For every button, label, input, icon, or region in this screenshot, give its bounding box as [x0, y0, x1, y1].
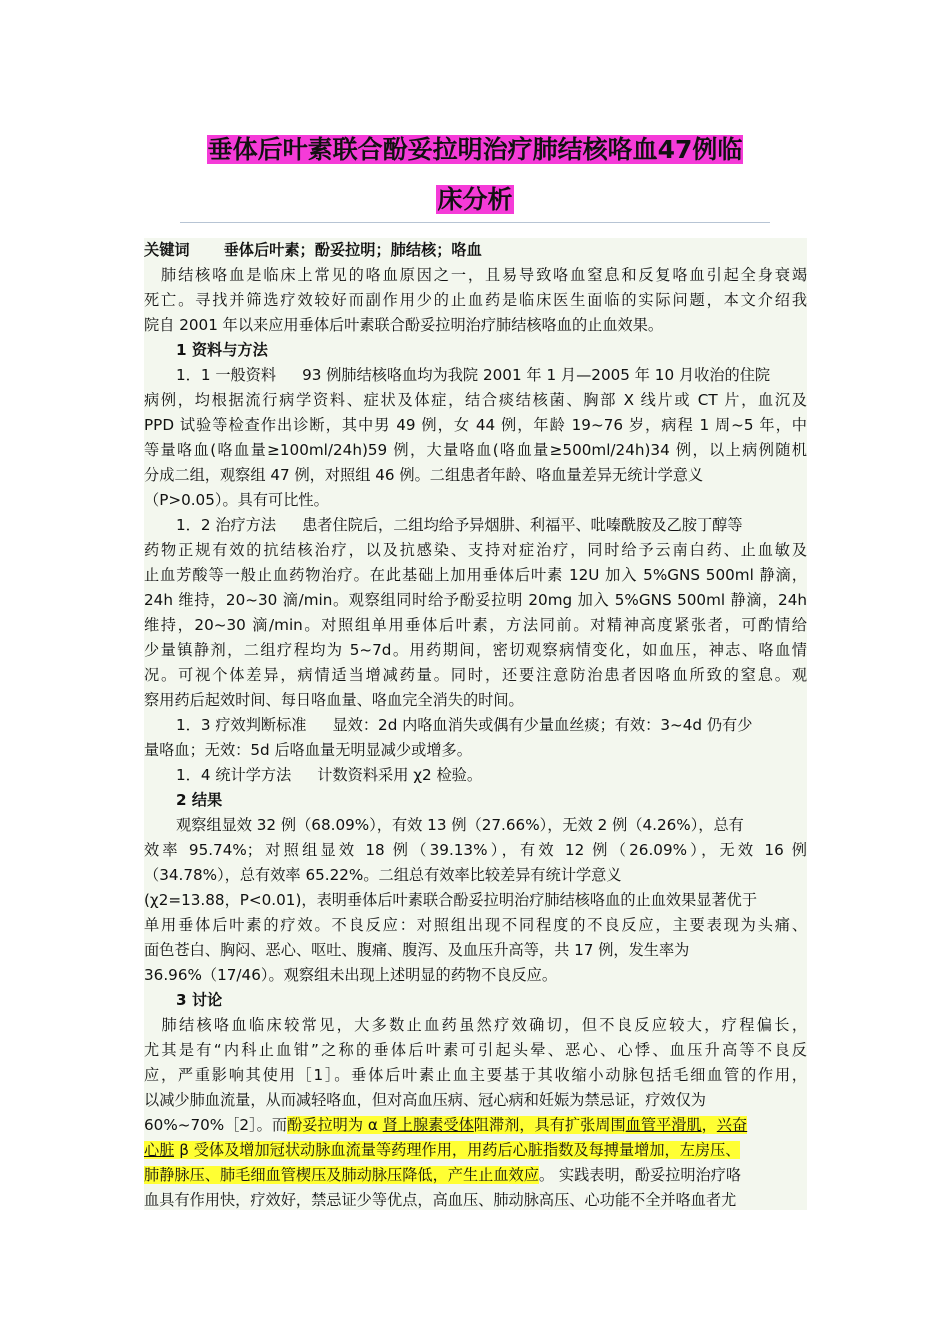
section-2-line: 效率 95.74%；对照组显效 18 例（39.13%），有效 12 例（26.09%），无效 16 例	[144, 841, 807, 859]
section-1-heading: 1 资料与方法	[176, 341, 268, 359]
section-1-1-line: 病例，均根据流行病学资料、症状及体症，结合痰结核菌、胸部 X 线片或 CT 片，血沉及	[144, 391, 807, 409]
subsection-1-3-label: 1．3 疗效判断标准	[176, 716, 307, 734]
document-title-line-2	[0, 182, 950, 218]
section-3-heading: 3 讨论	[176, 991, 223, 1009]
section-1-2-line: 1．2 治疗方法 患者住院后，二组均给予异烟肼、利福平、吡嗪酰胺及乙胺丁醇等	[176, 516, 743, 534]
section-1-3-line: 量咯血；无效：5d 后咯血量无明显减少或增多。	[144, 741, 472, 759]
section-1-2-line: 少量镇静剂，二组疗程均为 5~7d。用药期间，密切观察病情变化，如血压，神志、咯血情	[144, 641, 807, 659]
section-1-1-line: 1．1 一般资料 93 例肺结核咯血均为我院 2001 年 1 月—2005 年 10 月收治的住院	[176, 366, 771, 384]
intro-line: 院自 2001 年以来应用垂体后叶素联合酚妥拉明治疗肺结核咯血的止血效果。	[144, 316, 664, 334]
subsection-1-2-label: 1．2 治疗方法	[176, 516, 277, 534]
link-excite-heart[interactable]: 兴奋	[716, 1116, 748, 1134]
section-1-2-line: 24h 维持，20~30 滴/min。观察组同时给予酚妥拉明 20mg 加入 5%GNS 500ml 静滴，24h	[144, 591, 807, 609]
section-3-line: 应，严重影响其使用［1］。垂体后叶素止血主要基于其收缩小动脉包括毛细血管的作用，	[144, 1066, 807, 1084]
section-2-line: 面色苍白、胸闷、恶心、呕吐、腹痛、腹泻、及血压升高等，共 17 例，发生率为	[144, 941, 690, 959]
subsection-1-4-label: 1．4 统计学方法	[176, 766, 292, 784]
section-2-heading: 2 结果	[176, 791, 223, 809]
keywords-line	[144, 238, 807, 263]
section-1-1-line: 分成二组，观察组 47 例，对照组 46 例。二组患者年龄、咯血量差异无统计学意义	[144, 466, 704, 484]
section-2-line: 观察组显效 32 例（68.09%），有效 13 例（27.66%），无效 2 例（4.26%），总有	[176, 816, 744, 834]
keywords-value: 垂体后叶素；酚妥拉明；肺结核；咯血	[223, 241, 482, 259]
highlighted-text: 酚妥拉明为 α	[287, 1116, 383, 1134]
keywords-label: 关键词	[144, 241, 190, 259]
section-3-line: 尤其是有“内科止血钳”之称的垂体后叶素可引起头晕、恶心、心悸、血压升高等不良反	[144, 1041, 807, 1059]
section-3-highlight-line: 60%~70%［2］。而酚妥拉明为 α 肾上腺素受体阻滞剂，具有扩张周围血管平滑肌，兴奋	[144, 1116, 748, 1134]
section-1-1-line: PPD 试验等检查作出诊断，其中男 49 例，女 44 例，年龄 19~76 岁，病程 1 周~5 年，中	[144, 416, 807, 434]
link-excite-heart[interactable]: 心脏	[144, 1141, 175, 1159]
section-2-line: 36.96%（17/46）。观察组未出现上述明显的药物不良反应。	[144, 966, 558, 984]
section-1-3-line: 1．3 疗效判断标准 显效：2d 内咯血消失或偶有少量血丝痰；有效：3~4d 仍有少	[176, 716, 753, 734]
section-1-1-line: 等量咯血(咯血量≥100ml/24h)59 例，大量咯血(咯血量≥500ml/24h)34 例，以上病例随机	[144, 441, 807, 459]
section-2-line: 单用垂体后叶素的疗效。不良反应：对照组出现不同程度的不良反应，主要表现为头痛、	[144, 916, 807, 934]
section-2-line: （34.78%），总有效率 65.22%。二组总有效率比较差异有统计学意义	[144, 866, 622, 884]
section-3-line: 以减少肺血流量，从而减轻咯血，但对高血压病、冠心病和妊娠为禁忌证，疗效仅为	[144, 1091, 706, 1109]
title-divider	[180, 222, 770, 223]
title-text-1: 垂体后叶素联合酚妥拉明治疗肺结核咯血47例临	[207, 135, 743, 164]
section-1-4-line: 1．4 统计学方法 计数资料采用 χ2 检验。	[176, 766, 483, 784]
section-1-2-line: 况。可视个体差异，病情适当增减药量。同时，还要注意防治患者因咯血所致的窒息。观	[144, 666, 807, 684]
document-title-line-1	[0, 132, 950, 168]
intro-line: 死亡。寻找并筛选疗效较好而副作用少的止血药是临床医生面临的实际问题，本文介绍我	[144, 291, 807, 309]
link-vascular-smooth-muscle[interactable]: 血管平滑肌	[625, 1116, 702, 1134]
section-3-line: 血具有作用快，疗效好，禁忌证少等优点，高血压、肺动脉高压、心功能不全并咯血者尤	[144, 1191, 737, 1209]
section-3-line: 肺结核咯血临床较常见，大多数止血药虽然疗效确切，但不良反应较大，疗程偏长，	[144, 1016, 807, 1034]
section-1-2-line: 维持，20~30 滴/min。对照组单用垂体后叶素，方法同前。对精神高度紧张者，可酌情给	[144, 616, 807, 634]
subsection-1-1-label: 1．1 一般资料	[176, 366, 277, 384]
intro-line: 肺结核咯血是临床上常见的咯血原因之一，且易导致咯血窒息和反复咯血引起全身衰竭	[144, 266, 807, 284]
section-1-2-line: 察用药后起效时间、每日咯血量、咯血完全消失的时间。	[144, 691, 524, 709]
link-adrenergic-receptor[interactable]: 肾上腺素受体	[382, 1116, 474, 1134]
section-1-2-line: 止血芳酸等一般止血药物治疗。在此基础上加用垂体后叶素 12U 加入 5%GNS 500ml 静滴，	[144, 566, 807, 584]
section-2-line: (χ2=13.88，P<0.01)，表明垂体后叶素联合酚妥拉明治疗肺结核咯血的止血效果显著优于	[144, 891, 758, 909]
section-1-1-line: （P>0.05）。具有可比性。	[144, 491, 329, 509]
section-3-highlight-line: 肺静脉压、肺毛细血管楔压及肺动脉压降低，产生止血效应。 实践表明，酚妥拉明治疗咯	[144, 1166, 742, 1184]
section-1-2-line: 药物正规有效的抗结核治疗，以及抗感染、支持对症治疗，同时给予云南白药、止血敏及	[144, 541, 807, 559]
title-text-2: 床分析	[437, 185, 513, 214]
section-3-highlight-line	[144, 1138, 807, 1163]
highlighted-text: 肺静脉压、肺毛细血管楔压及肺动脉压降低，产生止血效应	[144, 1166, 539, 1184]
highlighted-text: β 受体及增加冠状动脉血流量等药理作用，用药后心脏指数及每搏量增加，左房压、	[174, 1141, 741, 1159]
article-body	[144, 238, 807, 1210]
